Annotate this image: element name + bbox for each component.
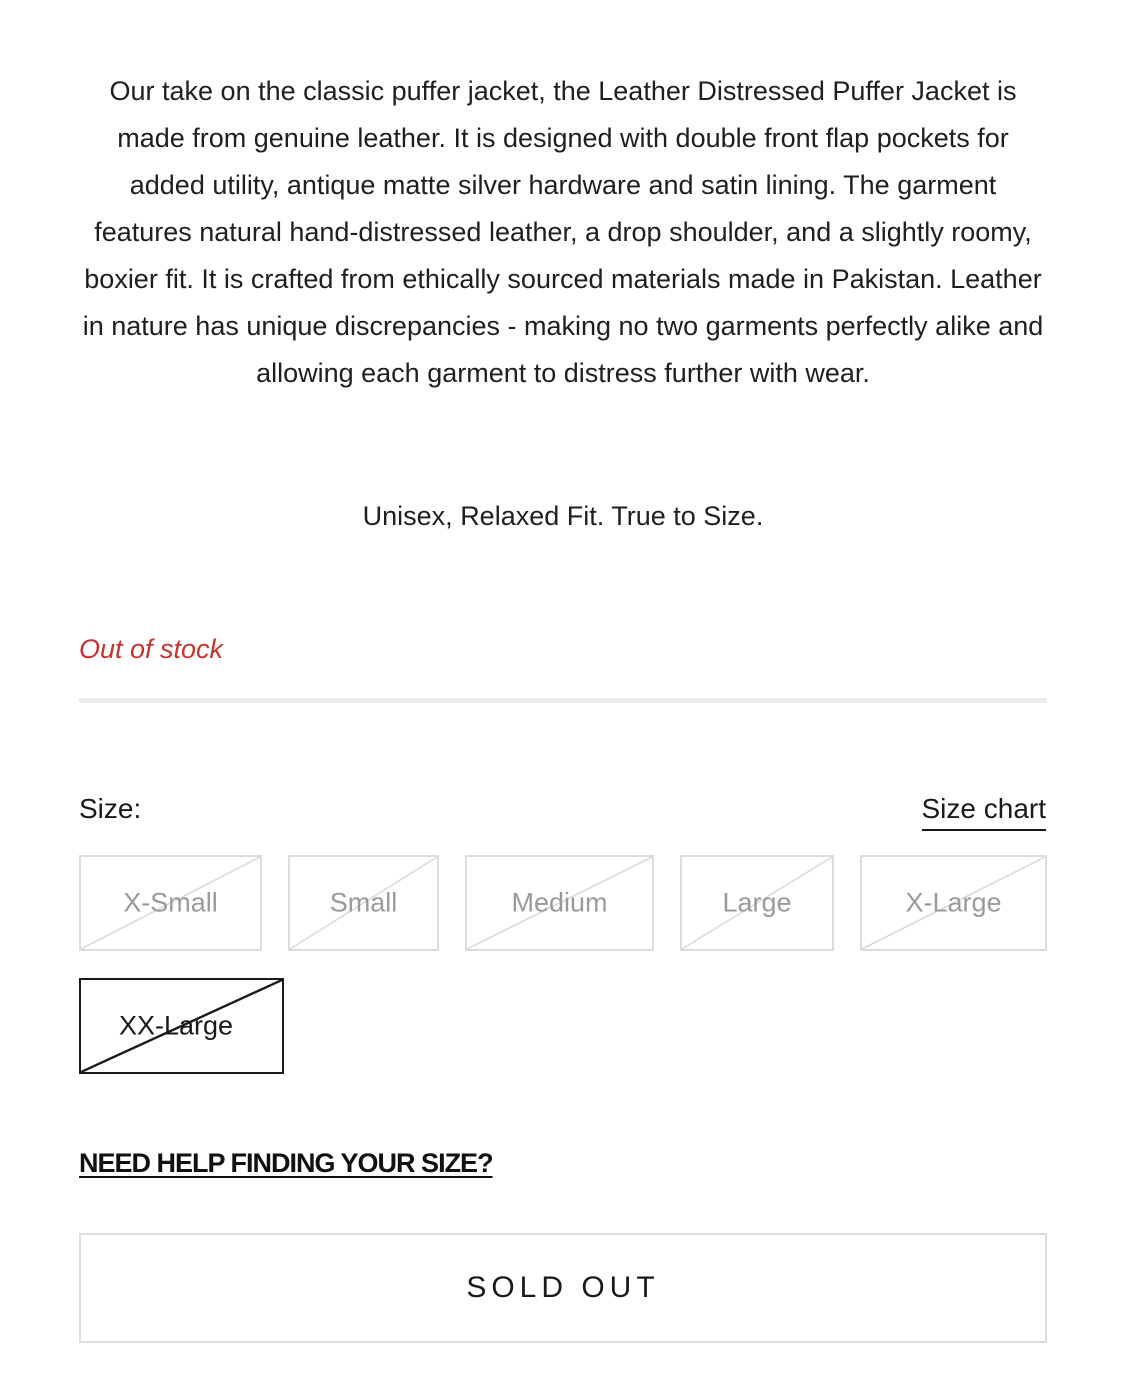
size-chart-link[interactable]: Size chart [922, 793, 1047, 831]
size-option-x-large[interactable] [860, 855, 1047, 951]
size-option-label: XX-Large [119, 1010, 234, 1041]
size-option-label: Medium [511, 887, 608, 918]
size-option-medium[interactable] [465, 855, 654, 951]
size-option-label: Large [722, 887, 792, 918]
size-option-xx-large[interactable] [79, 978, 284, 1074]
stock-status: Out of stock [79, 634, 224, 664]
size-option-label: Small [329, 887, 398, 918]
size-option-small[interactable] [288, 855, 439, 951]
fit-note: Unisex, Relaxed Fit. True to Size. [362, 501, 764, 531]
size-option-x-small[interactable] [79, 855, 262, 951]
size-option-label: X-Large [905, 887, 1002, 918]
sold-out-button[interactable] [79, 1233, 1047, 1343]
size-option-label: X-Small [123, 887, 218, 918]
sold-out-label: SOLD OUT [466, 1271, 660, 1304]
divider [79, 698, 1047, 703]
size-help-link[interactable]: NEED HELP FINDING YOUR SIZE? [79, 1148, 493, 1178]
size-label: Size: [79, 793, 142, 824]
size-option-large[interactable] [680, 855, 834, 951]
product-description: Our take on the classic puffer jacket, the Leather Distressed Puffer Jacket is made from genuine leather. It is designed with double front flap pockets for added utility, antique matte silver hardware and satin lining. The garment features natural hand-distressed leather, a drop shoulder, and a slightly roomy, boxier fit. It is crafted from ethically sourced materials made in Pakistan. Leather in nature has unique discrepancies - making no two garments perfectly alike and allowing each garment to distress further with wear. [82, 76, 1044, 388]
